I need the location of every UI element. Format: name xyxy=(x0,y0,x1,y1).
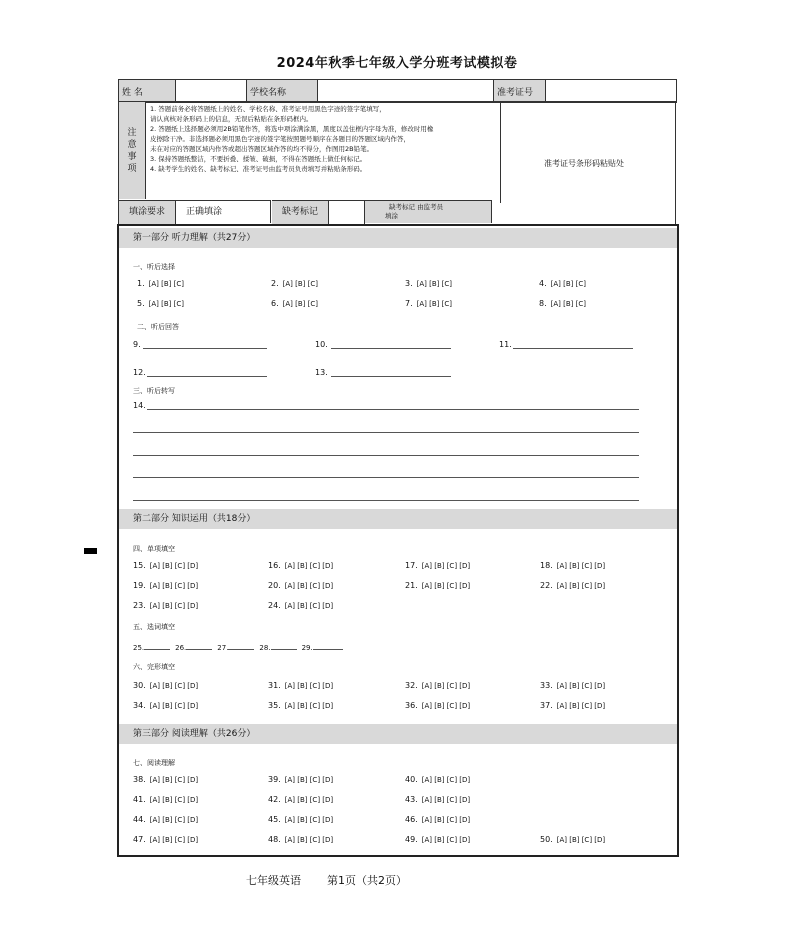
fill-10-num: 10. xyxy=(315,340,328,349)
single-choice-15-num: 15. xyxy=(133,561,146,570)
reading-41-options[interactable]: [A] [B] [C] [D] xyxy=(149,796,199,804)
single-choice-18-num: 18. xyxy=(540,561,553,570)
notes-text xyxy=(146,102,501,203)
notes-line: 未在对应的答题区域内作答或超出答题区域作答的均不得分，作图用2B铅笔。 xyxy=(150,145,374,153)
reading-38-options[interactable]: [A] [B] [C] [D] xyxy=(149,776,199,784)
listen-choice-7[interactable] xyxy=(405,299,452,308)
footer-page: 第1页（共2页） xyxy=(327,874,407,887)
part2-header: 第二部分 知识运用（共18分） xyxy=(119,509,677,529)
listen-choice-6[interactable] xyxy=(271,299,318,308)
listen-choice-5-options[interactable]: [A] [B] [C] xyxy=(148,300,184,308)
listen-choice-7-options[interactable]: [A] [B] [C] xyxy=(416,300,452,308)
single-choice-16-num: 16. xyxy=(268,561,281,570)
cloze-35[interactable] xyxy=(268,701,333,710)
word-fill-row xyxy=(133,641,343,652)
name-field[interactable] xyxy=(176,80,247,103)
page-title: 2024年秋季七年级入学分班考试模拟卷 xyxy=(276,56,518,71)
fill-14 xyxy=(133,401,146,410)
listen-choice-4-num: 4. xyxy=(539,279,547,288)
reading-43[interactable] xyxy=(405,795,470,804)
cloze-31-options[interactable]: [A] [B] [C] [D] xyxy=(284,682,334,690)
reading-48-options[interactable]: [A] [B] [C] [D] xyxy=(284,836,334,844)
notes-line: 请认真核对条形码上的信息，无误后粘贴在条形码框内。 xyxy=(150,115,313,123)
reading-40[interactable] xyxy=(405,775,470,784)
single-choice-19-num: 19. xyxy=(133,581,146,590)
reading-42[interactable] xyxy=(268,795,333,804)
reading-44-options[interactable]: [A] [B] [C] [D] xyxy=(149,816,199,824)
reading-50-options[interactable]: [A] [B] [C] [D] xyxy=(556,836,606,844)
reading-47[interactable] xyxy=(133,835,198,844)
reading-49-num: 49. xyxy=(405,835,418,844)
reading-40-options[interactable]: [A] [B] [C] [D] xyxy=(421,776,471,784)
listen-choice-3-num: 3. xyxy=(405,279,413,288)
part1-sub2: 二、听后回答 xyxy=(137,323,179,331)
reading-39-num: 39. xyxy=(268,775,281,784)
school-field[interactable] xyxy=(318,80,494,103)
reading-48-num: 48. xyxy=(268,835,281,844)
single-choice-21-num: 21. xyxy=(405,581,418,590)
single-choice-18[interactable] xyxy=(540,561,605,570)
absent-box[interactable] xyxy=(329,200,365,224)
reading-50[interactable] xyxy=(540,835,605,844)
fill-10 xyxy=(315,340,328,349)
single-choice-20-options[interactable]: [A] [B] [C] [D] xyxy=(284,582,334,590)
word-fill-blank[interactable] xyxy=(313,641,343,650)
reading-46-num: 46. xyxy=(405,815,418,824)
cloze-31[interactable] xyxy=(268,681,333,690)
part1-sub3: 三、听后转写 xyxy=(133,387,175,395)
reading-41-num: 41. xyxy=(133,795,146,804)
single-choice-21-options[interactable]: [A] [B] [C] [D] xyxy=(421,582,471,590)
cloze-30[interactable] xyxy=(133,681,198,690)
notes-line: 1. 答题前务必将答题纸上的姓名、学校名称、准考证号用黑色字迹的签字笔填写， xyxy=(150,105,386,113)
notes-label: 注意事项 xyxy=(127,127,137,174)
word-fill-blank[interactable] xyxy=(228,641,254,650)
cloze-32-options[interactable]: [A] [B] [C] [D] xyxy=(421,682,471,690)
header-info-table xyxy=(118,79,677,103)
word-fill-label: 29. xyxy=(301,644,313,652)
reading-42-options[interactable]: [A] [B] [C] [D] xyxy=(284,796,334,804)
absent-note xyxy=(365,200,492,223)
cloze-37[interactable] xyxy=(540,701,605,710)
admission-field[interactable] xyxy=(546,80,677,103)
listen-choice-8-num: 8. xyxy=(539,299,547,308)
reading-45-num: 45. xyxy=(268,815,281,824)
notes-line: 3. 保持答题纸整洁，不要折叠、揉皱、破损，不得在答题纸上做任何标记。 xyxy=(150,155,367,163)
reading-47-options[interactable]: [A] [B] [C] [D] xyxy=(149,836,199,844)
single-choice-23[interactable] xyxy=(133,601,198,610)
fill-13-num: 13. xyxy=(315,368,328,377)
cloze-30-options[interactable]: [A] [B] [C] [D] xyxy=(149,682,199,690)
cloze-36-options[interactable]: [A] [B] [C] [D] xyxy=(421,702,471,710)
cloze-34-options[interactable]: [A] [B] [C] [D] xyxy=(149,702,199,710)
reading-49-options[interactable]: [A] [B] [C] [D] xyxy=(421,836,471,844)
fill-9-line[interactable] xyxy=(143,348,267,349)
notes-label-cell xyxy=(119,102,146,199)
listen-choice-3-options[interactable]: [A] [B] [C] xyxy=(416,280,452,288)
reading-42-num: 42. xyxy=(268,795,281,804)
word-fill-label: 28. xyxy=(259,644,271,652)
cloze-33-options[interactable]: [A] [B] [C] [D] xyxy=(556,682,606,690)
listen-choice-2-num: 2. xyxy=(271,279,279,288)
reading-49[interactable] xyxy=(405,835,470,844)
single-choice-15[interactable] xyxy=(133,561,198,570)
listen-choice-4-options[interactable]: [A] [B] [C] xyxy=(550,280,586,288)
word-fill-blank[interactable] xyxy=(271,641,297,650)
reading-43-options[interactable]: [A] [B] [C] [D] xyxy=(421,796,471,804)
listen-choice-5[interactable] xyxy=(137,299,184,308)
fill-req-label: 填涂要求 xyxy=(119,200,176,224)
single-choice-15-options[interactable]: [A] [B] [C] [D] xyxy=(149,562,199,570)
part1-sub1: 一、听后选择 xyxy=(133,263,175,271)
cloze-37-options[interactable]: [A] [B] [C] [D] xyxy=(556,702,606,710)
fill-14-num: 14. xyxy=(133,401,146,410)
single-choice-17-num: 17. xyxy=(405,561,418,570)
listen-choice-1-num: 1. xyxy=(137,279,145,288)
page-footer xyxy=(246,872,407,888)
reading-38[interactable] xyxy=(133,775,198,784)
transcribe-line-5[interactable] xyxy=(133,500,639,501)
answer-area xyxy=(117,224,679,857)
cloze-32-num: 32. xyxy=(405,681,418,690)
fill-11-num: 11. xyxy=(499,340,512,349)
transcribe-line-3[interactable] xyxy=(133,455,639,456)
reading-39-options[interactable]: [A] [B] [C] [D] xyxy=(284,776,334,784)
transcribe-line-4[interactable] xyxy=(133,477,639,478)
listen-choice-7-num: 7. xyxy=(405,299,413,308)
part3-sub7: 七、阅读理解 xyxy=(133,759,175,767)
name-label: 姓 名 xyxy=(119,80,176,103)
listen-choice-2[interactable] xyxy=(271,279,318,288)
word-fill-label: 25. xyxy=(133,644,145,652)
fill-13-line[interactable] xyxy=(331,376,451,377)
reading-43-num: 43. xyxy=(405,795,418,804)
reading-46[interactable] xyxy=(405,815,470,824)
admission-label: 准考证号 xyxy=(494,80,546,103)
listen-choice-2-options[interactable]: [A] [B] [C] xyxy=(282,280,318,288)
cloze-31-num: 31. xyxy=(268,681,281,690)
fill-11-line[interactable] xyxy=(513,348,633,349)
single-choice-22-options[interactable]: [A] [B] [C] [D] xyxy=(556,582,606,590)
listen-choice-8-options[interactable]: [A] [B] [C] xyxy=(550,300,586,308)
part3-header: 第三部分 阅读理解（共26分） xyxy=(119,724,677,744)
reading-38-num: 38. xyxy=(133,775,146,784)
alignment-mark xyxy=(84,548,97,554)
fill-11 xyxy=(499,340,512,349)
reading-50-num: 50. xyxy=(540,835,553,844)
absent-note-line1: 缺考标记 由监考员 xyxy=(389,203,444,211)
listen-choice-1-options[interactable]: [A] [B] [C] xyxy=(148,280,184,288)
listen-choice-6-options[interactable]: [A] [B] [C] xyxy=(282,300,318,308)
cloze-34-num: 34. xyxy=(133,701,146,710)
listen-choice-8[interactable] xyxy=(539,299,586,308)
word-fill-label: 26. xyxy=(175,644,187,652)
single-choice-16[interactable] xyxy=(268,561,333,570)
single-choice-22-num: 22. xyxy=(540,581,553,590)
notes-line: 2. 答题纸上选择题必须用2B铅笔作答，将选中项涂满涂黑，黑度以盖住框内字母为准，修改时用橡 xyxy=(150,125,434,133)
reading-41[interactable] xyxy=(133,795,198,804)
fill-req-value: 正确填涂 xyxy=(176,200,271,223)
single-choice-20-num: 20. xyxy=(268,581,281,590)
single-choice-22[interactable] xyxy=(540,581,605,590)
cloze-37-num: 37. xyxy=(540,701,553,710)
single-choice-19-options[interactable]: [A] [B] [C] [D] xyxy=(149,582,199,590)
word-fill-label: 27. xyxy=(217,644,229,652)
single-choice-23-options[interactable]: [A] [B] [C] [D] xyxy=(149,602,199,610)
word-fill-blank[interactable] xyxy=(186,641,212,650)
single-choice-17-options[interactable]: [A] [B] [C] [D] xyxy=(421,562,471,570)
cloze-30-num: 30. xyxy=(133,681,146,690)
reading-39[interactable] xyxy=(268,775,333,784)
fill-9-num: 9. xyxy=(133,340,141,349)
reading-47-num: 47. xyxy=(133,835,146,844)
single-choice-20[interactable] xyxy=(268,581,333,590)
fill-12-line[interactable] xyxy=(147,376,267,377)
absent-label: 缺考标记 xyxy=(272,200,329,224)
reading-40-num: 40. xyxy=(405,775,418,784)
notes-line: 4. 缺考学生的姓名、缺考标记、准考证号由监考员负责填写并粘贴条形码。 xyxy=(150,165,367,173)
single-choice-16-options[interactable]: [A] [B] [C] [D] xyxy=(284,562,334,570)
fill-12 xyxy=(133,368,146,377)
footer-subject: 七年级英语 xyxy=(246,874,301,887)
single-choice-18-options[interactable]: [A] [B] [C] [D] xyxy=(556,562,606,570)
reading-46-options[interactable]: [A] [B] [C] [D] xyxy=(421,816,471,824)
cloze-34[interactable] xyxy=(133,701,198,710)
absent-note-line2: 填涂 xyxy=(385,212,398,220)
cloze-33[interactable] xyxy=(540,681,605,690)
fill-13 xyxy=(315,368,328,377)
barcode-area: 准考证号条形码粘贴处 xyxy=(544,158,624,168)
part2-sub4: 四、单项填空 xyxy=(133,545,175,553)
single-choice-24-num: 24. xyxy=(268,601,281,610)
reading-44[interactable] xyxy=(133,815,198,824)
cloze-32[interactable] xyxy=(405,681,470,690)
cloze-35-num: 35. xyxy=(268,701,281,710)
part2-sub5: 五、选词填空 xyxy=(133,623,175,631)
listen-choice-5-num: 5. xyxy=(137,299,145,308)
single-choice-19[interactable] xyxy=(133,581,198,590)
fill-9 xyxy=(133,340,141,349)
cloze-33-num: 33. xyxy=(540,681,553,690)
word-fill-blank[interactable] xyxy=(144,641,170,650)
cloze-35-options[interactable]: [A] [B] [C] [D] xyxy=(284,702,334,710)
single-choice-24-options[interactable]: [A] [B] [C] [D] xyxy=(284,602,334,610)
cloze-36-num: 36. xyxy=(405,701,418,710)
single-choice-17[interactable] xyxy=(405,561,470,570)
reading-45[interactable] xyxy=(268,815,333,824)
reading-44-num: 44. xyxy=(133,815,146,824)
listen-choice-4[interactable] xyxy=(539,279,586,288)
single-choice-21[interactable] xyxy=(405,581,470,590)
cloze-36[interactable] xyxy=(405,701,470,710)
transcribe-line-1[interactable] xyxy=(147,409,639,410)
listen-choice-3[interactable] xyxy=(405,279,452,288)
listen-choice-6-num: 6. xyxy=(271,299,279,308)
fill-12-num: 12. xyxy=(133,368,146,377)
listen-choice-1[interactable] xyxy=(137,279,184,288)
school-label: 学校名称 xyxy=(247,80,318,103)
transcribe-line-2[interactable] xyxy=(133,432,639,433)
part2-sub6: 六、完形填空 xyxy=(133,663,175,671)
part1-header: 第一部分 听力理解（共27分） xyxy=(119,228,677,248)
fill-10-line[interactable] xyxy=(331,348,451,349)
single-choice-23-num: 23. xyxy=(133,601,146,610)
single-choice-24[interactable] xyxy=(268,601,333,610)
reading-48[interactable] xyxy=(268,835,333,844)
notes-line: 皮擦除干净。非选择题必须用黑色字迹的签字笔按照题号顺序在各题目的答题区域内作答， xyxy=(150,135,410,143)
reading-45-options[interactable]: [A] [B] [C] [D] xyxy=(284,816,334,824)
